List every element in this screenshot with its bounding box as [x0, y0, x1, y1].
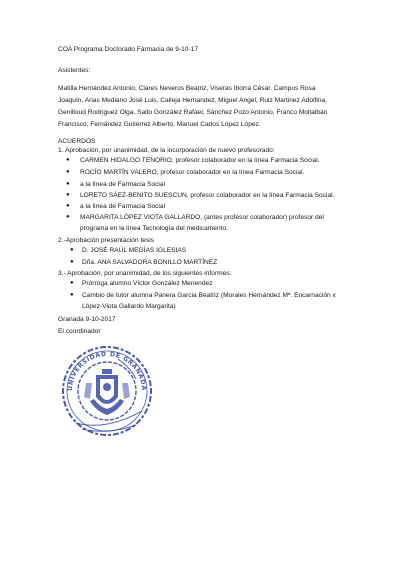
bullet-dot: ●	[70, 280, 74, 286]
item-3-heading: 3.- Aprobación, por unanimidad, de los siguientes informes:	[58, 270, 232, 277]
asistentes-line-3: Genilloud Rodriguez Olga, Salto González Rafael, Sánchez Pozo Antonio, Franco Moltalbán	[58, 109, 328, 116]
acuerdos-heading: ACUERDOS	[58, 138, 96, 145]
item-1-bullet-3: a la línea de Farmacia Social	[80, 181, 166, 188]
asistentes-line-4: Francisco, Fernández Gutiérrez Alberto, Manuel Carlos López López.	[58, 121, 261, 128]
asistentes-heading: Asistentes:	[58, 67, 91, 74]
asistentes-line-1: Matilla Hernández Antonio, Clares Neveros Beatriz, Viseras Iborra César, Campos Rosa	[58, 85, 316, 92]
item-3-bullet-1: Prórroga alumno Víctor González Menendez	[82, 280, 213, 287]
item-2-bullet-1: D. JOSÉ RAÚL MEGÍAS IGLESIAS	[82, 247, 187, 254]
item-1-bullet-2: ROCÍO MARTÍN VALERO, profesor colaborador en la línea Farmacia Social.	[80, 169, 305, 176]
bullet-dot: ●	[70, 247, 74, 253]
item-3-bullet-2: Cambio de tutor alumna Panera Garcia Beatriz (Morales Hernández Mª. Encarnación x	[82, 292, 336, 299]
bullet-dot: ●	[66, 169, 70, 175]
item-1-bullet-4: LORETO SÁEZ-BENITO SUESCUN, profesor colaborador en la línea Farmacia Social.	[80, 192, 335, 199]
document-title: COA Programa Doctorado Farmacia de 9-10-17	[58, 46, 198, 53]
asistentes-line-2: Joaquín, Arias Mediano José Luis, Calleja Hernandez, Miguel Angel, Ruiz Martinez Adolfina,	[58, 97, 328, 104]
bullet-dot: ●	[66, 203, 70, 209]
signer-title: El coordinador	[58, 328, 101, 335]
item-1-bullet-1: CARMEN HIDALGO TENORIO, profesor colaborador en la línea Farmacia Social.	[80, 157, 320, 164]
item-2-heading: 2.-Aprobación presentación tesis	[58, 237, 155, 244]
seal-text: UNIVERSIDAD DE GRANADA	[66, 350, 148, 392]
item-1-bullet-6: MARGARITA LÓPEZ VIOTA GALLARDO, (antes profesor colaborador) profesor del	[80, 214, 324, 221]
item-2-bullet-2: Dña. ANA SALVADORA BONILLO MARTÍNEZ	[82, 259, 218, 266]
university-seal-stamp	[56, 339, 158, 443]
item-3-bullet-2-continuation: López-Viota Gallardo Margarita)	[82, 303, 176, 310]
date-line: Granada 9-10-2017	[58, 316, 116, 323]
item-1-bullet-6-continuation: programa en la línea Tecnología del medicamento.	[80, 225, 228, 232]
bullet-dot: ●	[66, 181, 70, 187]
item-1-heading: 1. Aprobación, por unanimidad, de la incorporación de nuevo profesorado:	[58, 147, 275, 154]
bullet-dot: ●	[66, 214, 70, 220]
item-1-bullet-5: a la línea de Farmacia Social	[80, 203, 166, 210]
bullet-dot: ●	[66, 192, 70, 198]
bullet-dot: ●	[70, 259, 74, 265]
bullet-dot: ●	[66, 157, 70, 163]
bullet-dot: ●	[70, 292, 74, 298]
